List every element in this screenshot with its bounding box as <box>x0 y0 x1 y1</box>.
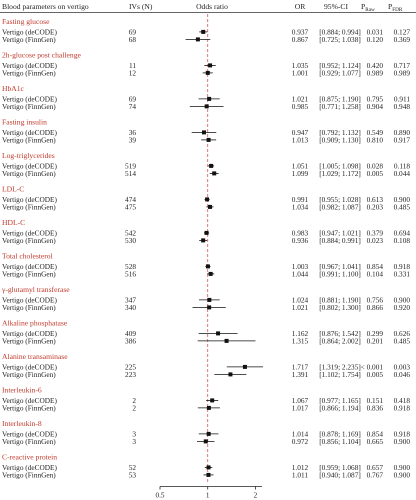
header-ivs: IVs (N) <box>129 2 153 11</box>
row-p-raw: 0.904 <box>366 102 383 111</box>
row-label: Vertigo (deCODE) <box>2 295 57 305</box>
or-point <box>201 30 205 34</box>
row-ci: [1.102; 1.754] <box>319 370 361 379</box>
header-parameter: Blood parameters on vertigo <box>2 2 89 11</box>
row-or: 1.035 <box>291 61 309 70</box>
row-p-raw: 0.379 <box>366 228 383 238</box>
row-ivs: 69 <box>128 94 136 104</box>
row-p-fdr: 0.485 <box>393 202 410 212</box>
row-ci: [0.884; 0.994] <box>319 27 361 37</box>
row-or: 1.014 <box>291 429 309 439</box>
row-p-fdr: 0.917 <box>393 135 410 145</box>
group-title-c-reactive-protein: C-reactive protein <box>2 452 58 462</box>
row-ci: [0.878; 1.169] <box>319 429 361 439</box>
row-p-fdr: 0.626 <box>393 329 410 338</box>
row-label: Vertigo (FinnGen) <box>2 169 56 178</box>
row-p-raw: 0.657 <box>366 463 383 472</box>
row-p-raw: 0.665 <box>366 437 383 446</box>
or-point <box>216 331 220 335</box>
row-p-raw: 0.104 <box>366 269 383 279</box>
or-point <box>207 97 211 101</box>
table-body <box>1 14 410 483</box>
x-tick-label: 1 <box>205 491 210 500</box>
row-ci: [0.967; 1.041] <box>319 262 361 271</box>
row-p-fdr: 0.900 <box>393 437 410 446</box>
or-point <box>212 171 216 175</box>
row-p-raw: 0.028 <box>366 161 383 171</box>
header-p-fdr-main: P <box>388 2 393 11</box>
row-p-fdr: 0.127 <box>393 27 410 37</box>
row-ci: [0.864; 2.002] <box>319 336 361 346</box>
x-axis <box>156 487 262 500</box>
or-point <box>205 197 209 201</box>
row-p-raw: 0.854 <box>366 429 383 439</box>
row-ivs: 225 <box>125 362 136 372</box>
or-point <box>210 398 214 402</box>
row-or: 1.051 <box>291 161 309 171</box>
or-point <box>208 63 212 67</box>
group-title-total-cholesterol: Total cholesterol <box>2 251 53 261</box>
row-p-fdr: 0.989 <box>393 68 410 78</box>
row-p-fdr: 0.900 <box>393 463 410 472</box>
row-ivs: 519 <box>125 161 136 171</box>
or-point <box>201 238 205 242</box>
row-label: Vertigo (deCODE) <box>2 362 57 372</box>
row-or: 0.947 <box>291 128 309 137</box>
header-odds-ratio: Odds ratio <box>196 2 228 11</box>
row-p-raw: 0.810 <box>366 135 383 145</box>
row-label: Vertigo (FinnGen) <box>2 403 56 413</box>
row-ivs: 3 <box>132 437 136 446</box>
header-p-raw-main: P <box>361 2 366 11</box>
row-p-fdr: 0.108 <box>393 236 410 245</box>
row-p-fdr: 0.003 <box>393 362 410 372</box>
row-p-raw: 0.203 <box>366 202 383 212</box>
row-ivs: 514 <box>125 169 136 178</box>
row-label: Vertigo (deCODE) <box>2 262 57 271</box>
row-ci: [0.881; 1.190] <box>319 295 361 305</box>
row-or: 0.985 <box>291 102 309 111</box>
row-or: 1.017 <box>291 403 309 413</box>
table-row <box>2 471 410 480</box>
group-title-hdl-c: HDL-C <box>2 218 26 227</box>
table-row <box>2 236 410 245</box>
row-ivs: 2 <box>132 403 136 413</box>
row-ivs: 516 <box>125 269 136 279</box>
row-ivs: 3 <box>132 429 136 439</box>
row-label: Vertigo (deCODE) <box>2 429 57 439</box>
table-row <box>2 35 410 44</box>
row-or: 1.003 <box>291 262 309 271</box>
row-p-raw: 0.151 <box>366 396 383 405</box>
row-label: Vertigo (FinnGen) <box>2 102 56 111</box>
or-point <box>206 71 210 75</box>
or-point <box>207 305 211 309</box>
row-label: Vertigo (deCODE) <box>2 94 57 104</box>
row-p-raw: 0.795 <box>366 94 383 104</box>
table-row <box>2 136 410 145</box>
row-p-fdr: 0.918 <box>393 262 410 271</box>
row-ivs: 409 <box>125 329 136 338</box>
row-label: Vertigo (FinnGen) <box>2 303 56 312</box>
or-point <box>207 298 211 302</box>
row-ivs: 68 <box>128 35 136 44</box>
table-row <box>2 303 410 312</box>
row-label: Vertigo (deCODE) <box>2 228 57 238</box>
row-ci: [0.771; 1.258] <box>319 102 361 111</box>
row-p-fdr: 0.900 <box>393 195 410 204</box>
row-ivs: 52 <box>128 463 136 472</box>
or-point <box>204 439 208 443</box>
row-or: 1.717 <box>291 362 309 372</box>
group-title-hba1c: HbA1c <box>2 84 24 93</box>
row-p-raw: 0.005 <box>366 370 383 379</box>
row-p-fdr: 0.948 <box>393 102 410 111</box>
row-p-fdr: 0.046 <box>393 370 410 379</box>
row-p-raw: 0.023 <box>366 236 383 245</box>
row-ci: [0.866; 1.194] <box>319 403 361 413</box>
row-p-raw: 0.120 <box>366 35 383 44</box>
header-or: OR <box>294 2 306 11</box>
row-p-raw: 0.756 <box>366 295 383 305</box>
row-ci: [0.876; 1.542] <box>319 329 361 338</box>
row-ci: [0.725; 1.038] <box>319 35 361 44</box>
group-title-ldl-c: LDL-C <box>2 184 25 194</box>
row-p-raw: < 0.001 <box>360 362 383 372</box>
row-label: Vertigo (FinnGen) <box>2 236 56 245</box>
row-ci: [0.875; 1.190] <box>319 94 361 104</box>
header-p-fdr <box>388 2 403 13</box>
row-p-fdr: 0.717 <box>393 61 410 70</box>
row-ci: [0.856; 1.104] <box>319 437 361 446</box>
row-label: Vertigo (deCODE) <box>2 329 57 338</box>
header-ci: 95%-CI <box>323 2 349 11</box>
row-p-raw: 0.201 <box>366 336 383 346</box>
or-point <box>228 372 232 376</box>
row-ivs: 53 <box>128 470 136 480</box>
or-point <box>206 264 210 268</box>
row-label: Vertigo (deCODE) <box>2 27 57 37</box>
row-ivs: 2 <box>132 396 136 405</box>
row-or: 1.012 <box>291 463 309 472</box>
table-header <box>2 2 403 13</box>
row-ci: [0.955; 1.028] <box>319 195 361 204</box>
row-p-fdr: 0.918 <box>393 403 410 413</box>
header-p-raw-sub: Raw <box>365 6 375 13</box>
row-or: 0.937 <box>291 27 309 37</box>
row-or: 1.013 <box>291 135 309 145</box>
row-label: Vertigo (FinnGen) <box>2 135 56 145</box>
or-point <box>209 164 213 168</box>
row-ivs: 39 <box>128 135 136 145</box>
row-ci: [0.947; 1.021] <box>319 228 361 238</box>
row-label: Vertigo (FinnGen) <box>2 35 56 44</box>
row-p-fdr: 0.900 <box>393 470 410 480</box>
row-ivs: 74 <box>128 102 136 111</box>
table-row <box>2 270 410 279</box>
row-ci: [0.991; 1.100] <box>319 269 361 279</box>
or-point <box>205 104 209 108</box>
x-tick-label: 2 <box>253 491 258 500</box>
row-ci: [0.982; 1.087] <box>319 202 361 212</box>
row-p-fdr: 0.694 <box>393 228 410 238</box>
table-row <box>2 203 410 212</box>
row-ivs: 474 <box>125 195 136 204</box>
row-label: Vertigo (deCODE) <box>2 128 57 137</box>
table-row <box>2 169 410 178</box>
row-or: 1.001 <box>291 68 309 78</box>
table-row <box>2 337 410 346</box>
row-p-fdr: 0.485 <box>393 336 410 346</box>
row-ivs: 69 <box>128 27 136 37</box>
row-or: 1.034 <box>291 202 309 212</box>
row-p-fdr: 0.369 <box>393 35 410 44</box>
row-ci: [1.005; 1.098] <box>319 161 361 171</box>
row-ci: [0.940; 1.087] <box>319 470 361 480</box>
row-p-fdr: 0.044 <box>393 169 410 178</box>
group-title-alanine-transaminase: Alanine transaminase <box>2 352 68 361</box>
or-point <box>196 37 200 41</box>
table-row <box>2 370 410 379</box>
group-title-interleukin-8: Interleukin-8 <box>2 419 42 428</box>
row-p-fdr: 0.418 <box>393 396 410 405</box>
row-label: Vertigo (deCODE) <box>2 396 57 405</box>
row-p-raw: 0.299 <box>366 329 383 338</box>
row-or: 1.044 <box>291 269 309 279</box>
row-p-raw: 0.031 <box>366 27 383 37</box>
row-or: 1.099 <box>291 169 309 178</box>
row-or: 1.315 <box>291 336 309 346</box>
row-or: 0.991 <box>291 195 309 204</box>
row-label: Vertigo (deCODE) <box>2 463 57 472</box>
header-p-raw <box>361 2 375 13</box>
table-row <box>2 404 410 413</box>
row-or: 1.067 <box>291 396 309 405</box>
row-ci: [0.929; 1.077] <box>319 68 361 78</box>
row-label: Vertigo (FinnGen) <box>2 470 56 480</box>
row-or: 1.011 <box>291 470 309 480</box>
row-p-fdr: 0.918 <box>393 429 410 439</box>
header-p-fdr-sub: FDR <box>392 6 403 13</box>
group-title-2h-glucose-post-challenge: 2h-glucose post challenge <box>2 50 81 60</box>
row-p-raw: 0.420 <box>366 61 383 70</box>
row-ivs: 347 <box>125 295 136 305</box>
row-label: Vertigo (FinnGen) <box>2 370 56 379</box>
row-ivs: 36 <box>128 128 136 137</box>
row-ivs: 528 <box>125 262 136 271</box>
row-p-raw: 0.767 <box>366 470 383 480</box>
or-point <box>202 130 206 134</box>
row-ci: [0.977; 1.165] <box>319 396 361 405</box>
group-title-log-triglycerides: Log-triglycerides <box>2 151 55 160</box>
row-p-raw: 0.005 <box>366 169 383 178</box>
row-or: 1.162 <box>291 329 309 338</box>
table-row <box>2 437 410 446</box>
row-ivs: 340 <box>125 303 136 312</box>
row-ivs: 12 <box>128 68 136 78</box>
row-p-raw: 0.613 <box>366 195 383 204</box>
row-p-raw: 0.549 <box>366 128 383 137</box>
row-or: 1.024 <box>291 295 309 305</box>
row-ivs: 11 <box>128 61 136 70</box>
row-ci: [1.319; 2.235] <box>319 362 361 372</box>
or-point <box>206 473 210 477</box>
row-or: 1.021 <box>291 94 309 104</box>
group-title-interleukin-6: Interleukin-6 <box>2 385 42 395</box>
row-ci: [0.959; 1.068] <box>319 463 361 472</box>
or-point <box>208 205 212 209</box>
row-label: Vertigo (FinnGen) <box>2 437 56 446</box>
row-p-fdr: 0.911 <box>393 94 410 104</box>
row-ci: [0.792; 1.132] <box>319 128 361 137</box>
row-ci: [1.029; 1.172] <box>319 169 361 178</box>
group-title-fasting-insulin: Fasting insulin <box>2 117 47 127</box>
row-ci: [0.952; 1.124] <box>319 61 361 70</box>
row-or: 0.936 <box>291 236 309 245</box>
row-or: 1.391 <box>291 370 309 379</box>
row-or: 0.867 <box>291 35 309 44</box>
row-ivs: 530 <box>125 236 136 245</box>
row-p-fdr: 0.900 <box>393 295 410 305</box>
or-point <box>205 231 209 235</box>
row-ivs: 475 <box>125 202 136 212</box>
or-point <box>207 432 211 436</box>
row-ci: [0.884; 0.991] <box>319 236 361 245</box>
row-p-raw: 0.836 <box>366 403 383 413</box>
row-ivs: 223 <box>125 370 136 379</box>
row-ivs: 386 <box>125 336 136 346</box>
group-title-fasting-glucose: Fasting glucose <box>2 17 50 26</box>
or-point <box>207 138 211 142</box>
row-p-raw: 0.854 <box>366 262 383 271</box>
row-label: Vertigo (FinnGen) <box>2 202 56 212</box>
row-p-fdr: 0.920 <box>393 303 410 312</box>
row-label: Vertigo (deCODE) <box>2 61 57 70</box>
row-label: Vertigo (FinnGen) <box>2 68 56 78</box>
or-point <box>243 365 247 369</box>
or-point <box>209 272 213 276</box>
row-or: 0.972 <box>291 437 309 446</box>
or-point <box>225 339 229 343</box>
row-p-raw: 0.866 <box>366 303 383 312</box>
table-row <box>2 69 410 78</box>
row-p-fdr: 0.331 <box>393 269 410 279</box>
row-or: 0.983 <box>291 228 309 238</box>
row-label: Vertigo (deCODE) <box>2 195 57 204</box>
row-label: Vertigo (deCODE) <box>2 161 57 171</box>
row-label: Vertigo (FinnGen) <box>2 336 56 346</box>
or-point <box>207 465 211 469</box>
table-row <box>2 102 410 111</box>
row-or: 1.021 <box>291 303 309 312</box>
or-point <box>207 406 211 410</box>
row-ci: [0.909; 1.130] <box>319 135 361 145</box>
row-p-fdr: 0.118 <box>393 161 410 171</box>
row-ci: [0.802; 1.300] <box>319 303 361 312</box>
group-title-glutamyl-transferase: γ-glutamyl transferase <box>2 285 70 294</box>
group-title-alkaline-phosphatase: Alkaline phosphatase <box>2 318 68 328</box>
row-ivs: 542 <box>125 228 136 238</box>
row-label: Vertigo (FinnGen) <box>2 269 56 279</box>
row-p-raw: 0.989 <box>366 68 383 78</box>
x-tick-label: 0.5 <box>155 491 165 500</box>
row-p-fdr: 0.890 <box>393 128 410 137</box>
